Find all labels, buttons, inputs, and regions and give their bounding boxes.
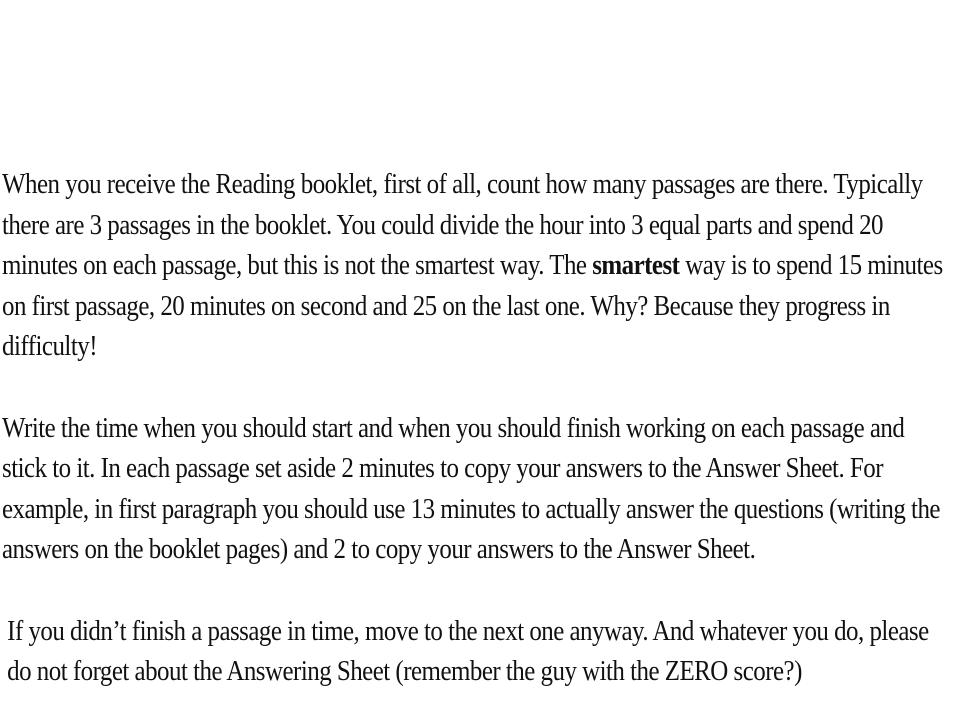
paragraph-time-allocation xyxy=(2,164,948,367)
paragraph-final-advice: If you didn’t finish a passage in time, move to the next one anyway. And whatever you do, please do not forget about the Answering Sheet (remember the guy with the ZERO score?) xyxy=(7,614,929,688)
paragraph-1-text-end: way is to spend 15 minutes on first passage, 20 minutes on second and 25 on the last one. Why? Because they progress in difficulty! xyxy=(2,249,943,363)
paragraph-1-text-start: When you receive the Reading booklet, first of all, count how many passages are there. Typically there are 3 passages in the booklet. You could divide the hour into 3 equal parts and spend 20 minutes on each passage, but this is not the smartest way. The xyxy=(2,168,923,282)
document-body xyxy=(2,164,948,692)
paragraph-schedule-advice: Write the time when you should start and when you should finish working on each passage and stick to it. In each passage set aside 2 minutes to copy your answers to the Answer Sheet. For example, in first paragraph you should use 13 minutes to actually answer the questions (writing the answers on the booklet pages) and 2 to copy your answers to the Answer Sheet. xyxy=(2,411,940,566)
emphasis-smartest: smartest xyxy=(592,249,680,282)
